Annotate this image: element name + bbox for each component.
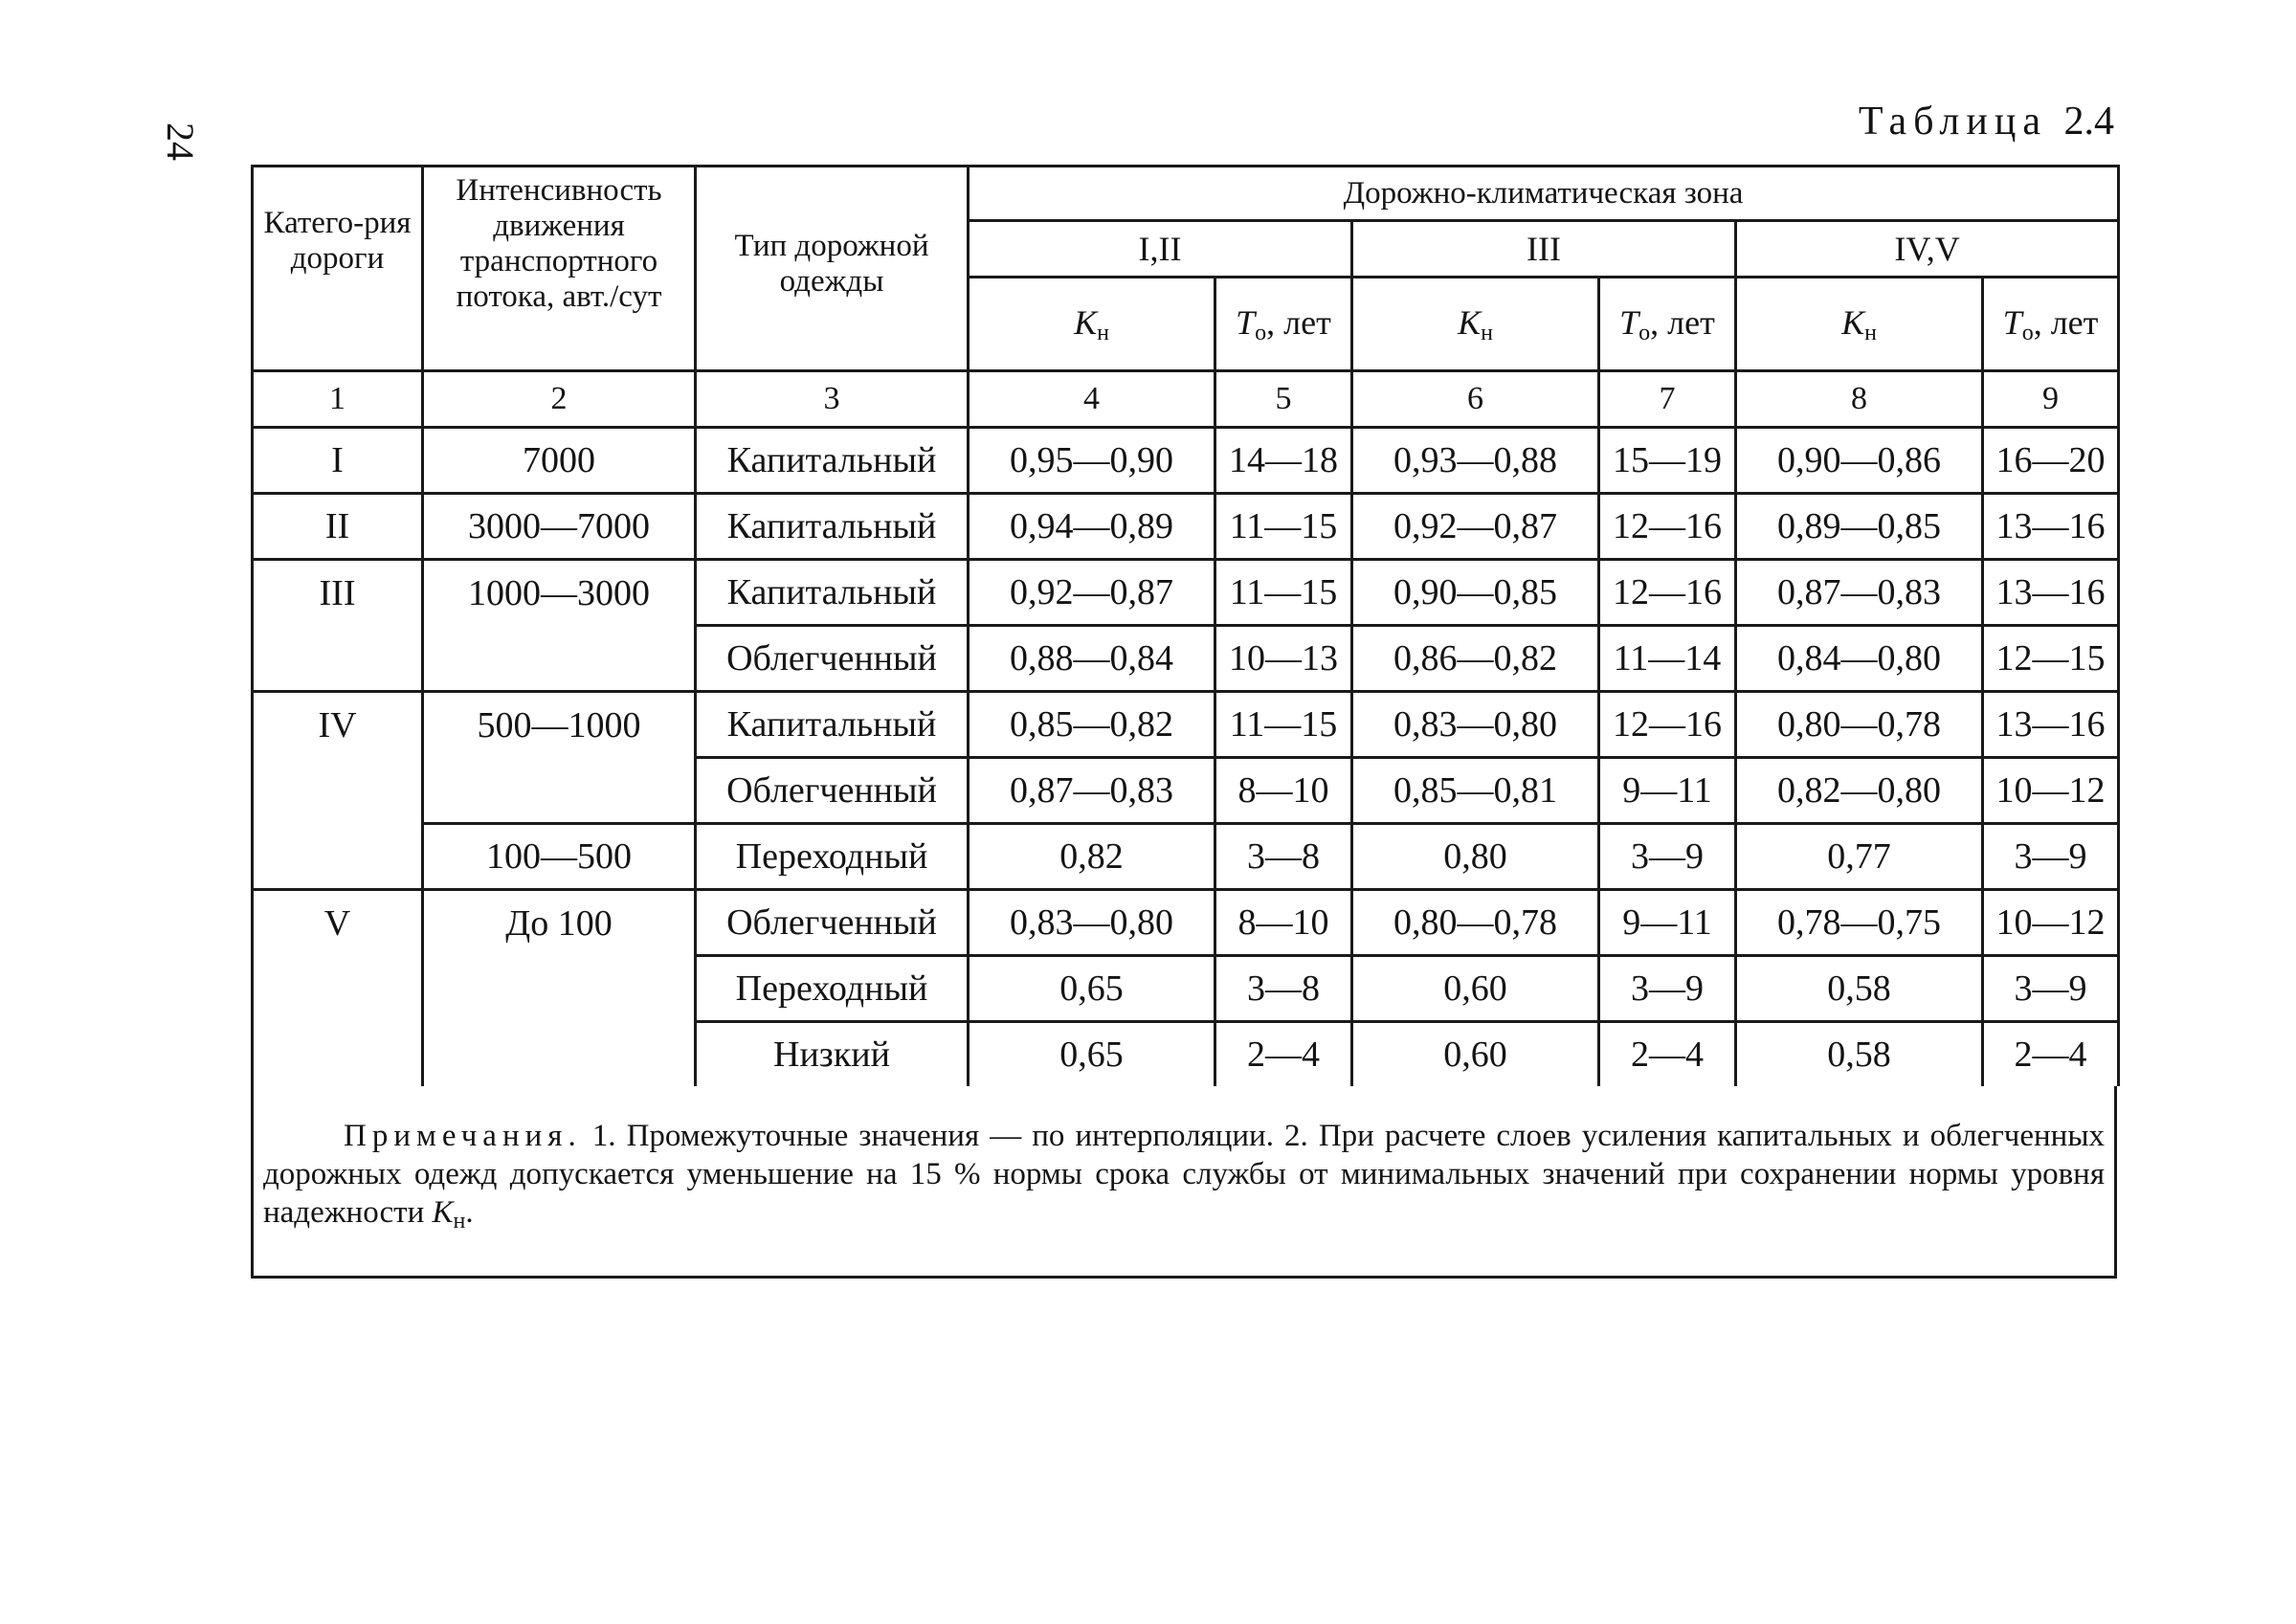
cell-t-zone-2: 11—14	[1599, 626, 1736, 692]
cell-t-zone-2: 12—16	[1599, 560, 1736, 626]
table-container	[251, 165, 2117, 1279]
cell-intensity: 7000	[423, 428, 696, 494]
cell-k-zone-1: 0,94—0,89	[969, 494, 1215, 560]
cell-category: IV	[253, 692, 423, 890]
cell-t-zone-3: 3—9	[1983, 956, 2119, 1022]
cell-k-zone-2: 0,80—0,78	[1352, 890, 1599, 956]
column-number: 4	[969, 371, 1215, 428]
column-number: 8	[1736, 371, 1983, 428]
cell-intensity: 500—1000	[423, 692, 696, 824]
page-number: 24	[159, 122, 202, 161]
cell-k-zone-2: 0,86—0,82	[1352, 626, 1599, 692]
cell-type: Облегченный	[696, 890, 969, 956]
cell-k-zone-1: 0,65	[969, 956, 1215, 1022]
table-title-number: 2.4	[2063, 100, 2114, 144]
note-lead: Примечания.	[344, 1119, 582, 1153]
cell-k-zone-3: 0,82—0,80	[1736, 758, 1983, 824]
cell-t-zone-3: 13—16	[1983, 560, 2119, 626]
cell-category: V	[253, 890, 423, 1087]
column-number: 2	[423, 371, 696, 428]
cell-k-zone-1: 0,92—0,87	[969, 560, 1215, 626]
cell-t-zone-2: 15—19	[1599, 428, 1736, 494]
note-k-sub: н	[453, 1209, 466, 1234]
cell-t-zone-3: 10—12	[1983, 890, 2119, 956]
header-intensity: Интенсивность движения транспортного потока, авт./сут	[423, 167, 696, 371]
header-k-zone-1: $K_н$	[969, 278, 1215, 371]
table-row	[253, 560, 2119, 626]
cell-k-zone-1: 0,85—0,82	[969, 692, 1215, 758]
cell-k-zone-2: 0,60	[1352, 1022, 1599, 1087]
cell-k-zone-1: 0,87—0,83	[969, 758, 1215, 824]
table-row	[253, 824, 2119, 890]
cell-intensity: 1000—3000	[423, 560, 696, 692]
header-zone-2: III	[1352, 221, 1736, 278]
cell-t-zone-2: 9—11	[1599, 758, 1736, 824]
cell-k-zone-3: 0,90—0,86	[1736, 428, 1983, 494]
cell-type: Облегченный	[696, 758, 969, 824]
cell-k-zone-3: 0,87—0,83	[1736, 560, 1983, 626]
column-number: 9	[1983, 371, 2119, 428]
note-k-symbol: K	[432, 1195, 454, 1230]
cell-t-zone-1: 8—10	[1215, 758, 1352, 824]
cell-category: III	[253, 560, 423, 692]
cell-intensity: До 100	[423, 890, 696, 1087]
cell-t-zone-2: 12—16	[1599, 494, 1736, 560]
cell-t-zone-3: 13—16	[1983, 692, 2119, 758]
cell-type: Капитальный	[696, 560, 969, 626]
cell-k-zone-1: 0,88—0,84	[969, 626, 1215, 692]
cell-category: I	[253, 428, 423, 494]
cell-k-zone-2: 0,92—0,87	[1352, 494, 1599, 560]
cell-k-zone-3: 0,78—0,75	[1736, 890, 1983, 956]
cell-type: Капитальный	[696, 428, 969, 494]
header-zone-1: I,II	[969, 221, 1352, 278]
cell-t-zone-3: 12—15	[1983, 626, 2119, 692]
cell-k-zone-1: 0,95—0,90	[969, 428, 1215, 494]
table-row	[253, 428, 2119, 494]
header-zone-3: IV,V	[1736, 221, 2119, 278]
cell-t-zone-1: 11—15	[1215, 494, 1352, 560]
cell-k-zone-1: 0,82	[969, 824, 1215, 890]
cell-type: Облегченный	[696, 626, 969, 692]
column-number: 7	[1599, 371, 1736, 428]
header-t-zone-2: $T_о$, лет	[1599, 278, 1736, 371]
cell-t-zone-1: 11—15	[1215, 692, 1352, 758]
cell-t-zone-1: 8—10	[1215, 890, 1352, 956]
cell-k-zone-2: 0,60	[1352, 956, 1599, 1022]
note-text: 1. Промежуточные значения — по интерполяции. 2. При расчете слоев усиления капитальных и облегченных дорожных одежд допускается уменьшение на 15 % нормы срока службы от минимальных значений при сохранении нормы уровня надежности	[263, 1119, 2105, 1230]
cell-k-zone-2: 0,93—0,88	[1352, 428, 1599, 494]
cell-t-zone-1: 3—8	[1215, 824, 1352, 890]
cell-k-zone-3: 0,80—0,78	[1736, 692, 1983, 758]
table-title	[1859, 101, 2114, 142]
cell-k-zone-3: 0,89—0,85	[1736, 494, 1983, 560]
cell-category: II	[253, 494, 423, 560]
cell-k-zone-3: 0,77	[1736, 824, 1983, 890]
header-t-zone-3: $T_о$, лет	[1983, 278, 2119, 371]
cell-t-zone-2: 3—9	[1599, 824, 1736, 890]
cell-intensity: 3000—7000	[423, 494, 696, 560]
cell-k-zone-1: 0,65	[969, 1022, 1215, 1087]
cell-t-zone-2: 2—4	[1599, 1022, 1736, 1087]
cell-type: Капитальный	[696, 692, 969, 758]
cell-k-zone-2: 0,80	[1352, 824, 1599, 890]
data-table	[251, 165, 2120, 1086]
note-end: .	[465, 1195, 474, 1230]
cell-type: Низкий	[696, 1022, 969, 1087]
cell-type: Переходный	[696, 824, 969, 890]
cell-type: Капитальный	[696, 494, 969, 560]
table-row	[253, 692, 2119, 758]
cell-t-zone-2: 12—16	[1599, 692, 1736, 758]
cell-t-zone-2: 9—11	[1599, 890, 1736, 956]
cell-t-zone-1: 10—13	[1215, 626, 1352, 692]
cell-t-zone-1: 11—15	[1215, 560, 1352, 626]
table-title-word: Таблица	[1858, 100, 2047, 144]
cell-k-zone-2: 0,90—0,85	[1352, 560, 1599, 626]
header-k-zone-2: $K_н$	[1352, 278, 1599, 371]
cell-t-zone-3: 3—9	[1983, 824, 2119, 890]
cell-t-zone-1: 2—4	[1215, 1022, 1352, 1087]
table-row	[253, 890, 2119, 956]
table-row	[253, 494, 2119, 560]
table-note	[251, 1086, 2117, 1279]
cell-t-zone-3: 2—4	[1983, 1022, 2119, 1087]
cell-type: Переходный	[696, 956, 969, 1022]
cell-k-zone-2: 0,85—0,81	[1352, 758, 1599, 824]
header-category: Катего-рия дороги	[253, 167, 423, 371]
column-number: 6	[1352, 371, 1599, 428]
cell-t-zone-3: 10—12	[1983, 758, 2119, 824]
cell-k-zone-3: 0,58	[1736, 1022, 1983, 1087]
cell-t-zone-2: 3—9	[1599, 956, 1736, 1022]
header-pavement-type: Тип дорожной одежды	[696, 167, 969, 371]
cell-t-zone-1: 3—8	[1215, 956, 1352, 1022]
cell-t-zone-3: 16—20	[1983, 428, 2119, 494]
header-zone-group: Дорожно-климатическая зона	[969, 167, 2119, 221]
cell-k-zone-3: 0,58	[1736, 956, 1983, 1022]
cell-t-zone-3: 13—16	[1983, 494, 2119, 560]
column-number: 3	[696, 371, 969, 428]
cell-intensity: 100—500	[423, 824, 696, 890]
header-t-zone-1: $T_о$, лет	[1215, 278, 1352, 371]
cell-k-zone-2: 0,83—0,80	[1352, 692, 1599, 758]
column-number: 1	[253, 371, 423, 428]
cell-k-zone-3: 0,84—0,80	[1736, 626, 1983, 692]
column-numbers-row	[253, 371, 2119, 428]
cell-t-zone-1: 14—18	[1215, 428, 1352, 494]
column-number: 5	[1215, 371, 1352, 428]
header-k-zone-3: $K_н$	[1736, 278, 1983, 371]
cell-k-zone-1: 0,83—0,80	[969, 890, 1215, 956]
